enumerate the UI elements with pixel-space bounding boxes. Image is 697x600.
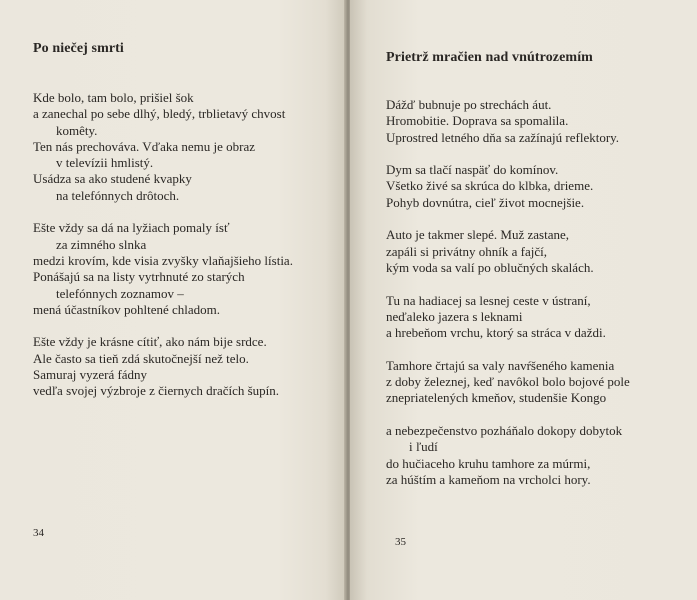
- poem-line: komêty.: [56, 122, 98, 138]
- poem-line: Tamhore črtajú sa valy navŕšeného kamenia: [386, 357, 615, 373]
- stanza: [386, 97, 630, 146]
- left-poem-body: [33, 90, 293, 400]
- poem-line: Ponášajú sa na listy vytrhnuté zo starých: [33, 269, 245, 285]
- poem-line: Ten nás prechováva. Vďaka nemu je obraz: [33, 138, 256, 154]
- poem-line: medzi krovím, kde visia zvyšky vlaňajšieho lístia.: [33, 252, 293, 268]
- poem-line: vedľa svojej výzbroje z čiernych dračích šupín.: [33, 383, 280, 399]
- stanza: [386, 423, 630, 488]
- left-page: [0, 0, 346, 600]
- poem-line: mená účastníkov pohltené chladom.: [33, 301, 221, 317]
- poem-line: Dážď bubnuje po strechách áut.: [386, 97, 552, 112]
- poem-line: Ešte vždy sa dá na lyžiach pomaly ísť: [33, 220, 230, 236]
- poem-line: telefónnych zoznamov –: [56, 285, 184, 301]
- poem-line: Auto je takmer slepé. Muž zastane,: [386, 227, 570, 243]
- poem-line: Tu na hadiacej sa lesnej ceste v ústraní,: [386, 292, 591, 308]
- poem-line: za zimného slnka: [56, 236, 147, 252]
- stanza: [386, 162, 630, 211]
- poem-line: Ale často sa tieň zdá skutočnejší než telo.: [33, 350, 249, 366]
- poem-line: znepriatelených kmeňov, studenšie Kongo: [386, 390, 607, 406]
- stanza: [386, 227, 630, 276]
- poem-line: Dym sa tlačí naspäť do komínov.: [386, 162, 559, 178]
- poem-line: Usádza sa ako studené kvapky: [33, 171, 192, 187]
- left-page-number: 34: [33, 527, 44, 539]
- poem-line: Ešte vždy je krásne cítiť, ako nám bije srdce.: [33, 334, 267, 350]
- stanza: [33, 334, 293, 399]
- poem-line: Uprostred letného dňa sa zažínajú reflektory.: [386, 129, 620, 145]
- stanza: [386, 358, 630, 407]
- poem-line: z doby železnej, keď navôkol bolo bojové pole: [386, 374, 630, 390]
- poem-line: Samuraj vyzerá fádny: [33, 367, 148, 383]
- right-page: [350, 0, 697, 600]
- poem-line: a nebezpečenstvo pozháňalo dokopy dobytok: [386, 422, 623, 438]
- right-poem-title: Prietrž mračien nad vnútrozemím: [386, 50, 593, 65]
- poem-line: Kde bolo, tam bolo, prišiel šok: [33, 90, 194, 105]
- right-poem-body: [386, 97, 630, 488]
- poem-line: Všetko živé sa skrúca do klbka, drieme.: [386, 178, 594, 194]
- poem-line: zapáli si privátny ohník a fajčí,: [386, 243, 548, 259]
- poem-line: Hromobitie. Doprava sa spomalila.: [386, 113, 569, 129]
- poem-line: a hrebeňom vrchu, ktorý sa stráca v daždi.: [386, 325, 606, 341]
- poem-line: neďaleko jazera s leknami: [386, 308, 523, 324]
- stanza: [386, 293, 630, 342]
- stanza: [33, 220, 293, 318]
- left-poem-title: Po niečej smrti: [33, 41, 124, 56]
- poem-line: za húštím a kameňom na vrcholci hory.: [386, 471, 591, 487]
- poem-line: do hučiaceho kruhu tamhore za múrmi,: [386, 455, 591, 471]
- poem-line: kým voda sa valí po oblučných skalách.: [386, 259, 594, 275]
- poem-line: a zanechal po sebe dlhý, bledý, trblietavý chvost: [33, 106, 286, 122]
- right-page-number: 35: [395, 536, 406, 548]
- poem-line: Pohyb dovnútra, cieľ život mocnejšie.: [386, 194, 585, 210]
- poem-line: na telefónnych drôtoch.: [56, 187, 180, 203]
- stanza: [33, 90, 293, 204]
- poem-line: v televízii hmlistý.: [56, 155, 154, 171]
- poem-line: i ľudí: [409, 439, 438, 455]
